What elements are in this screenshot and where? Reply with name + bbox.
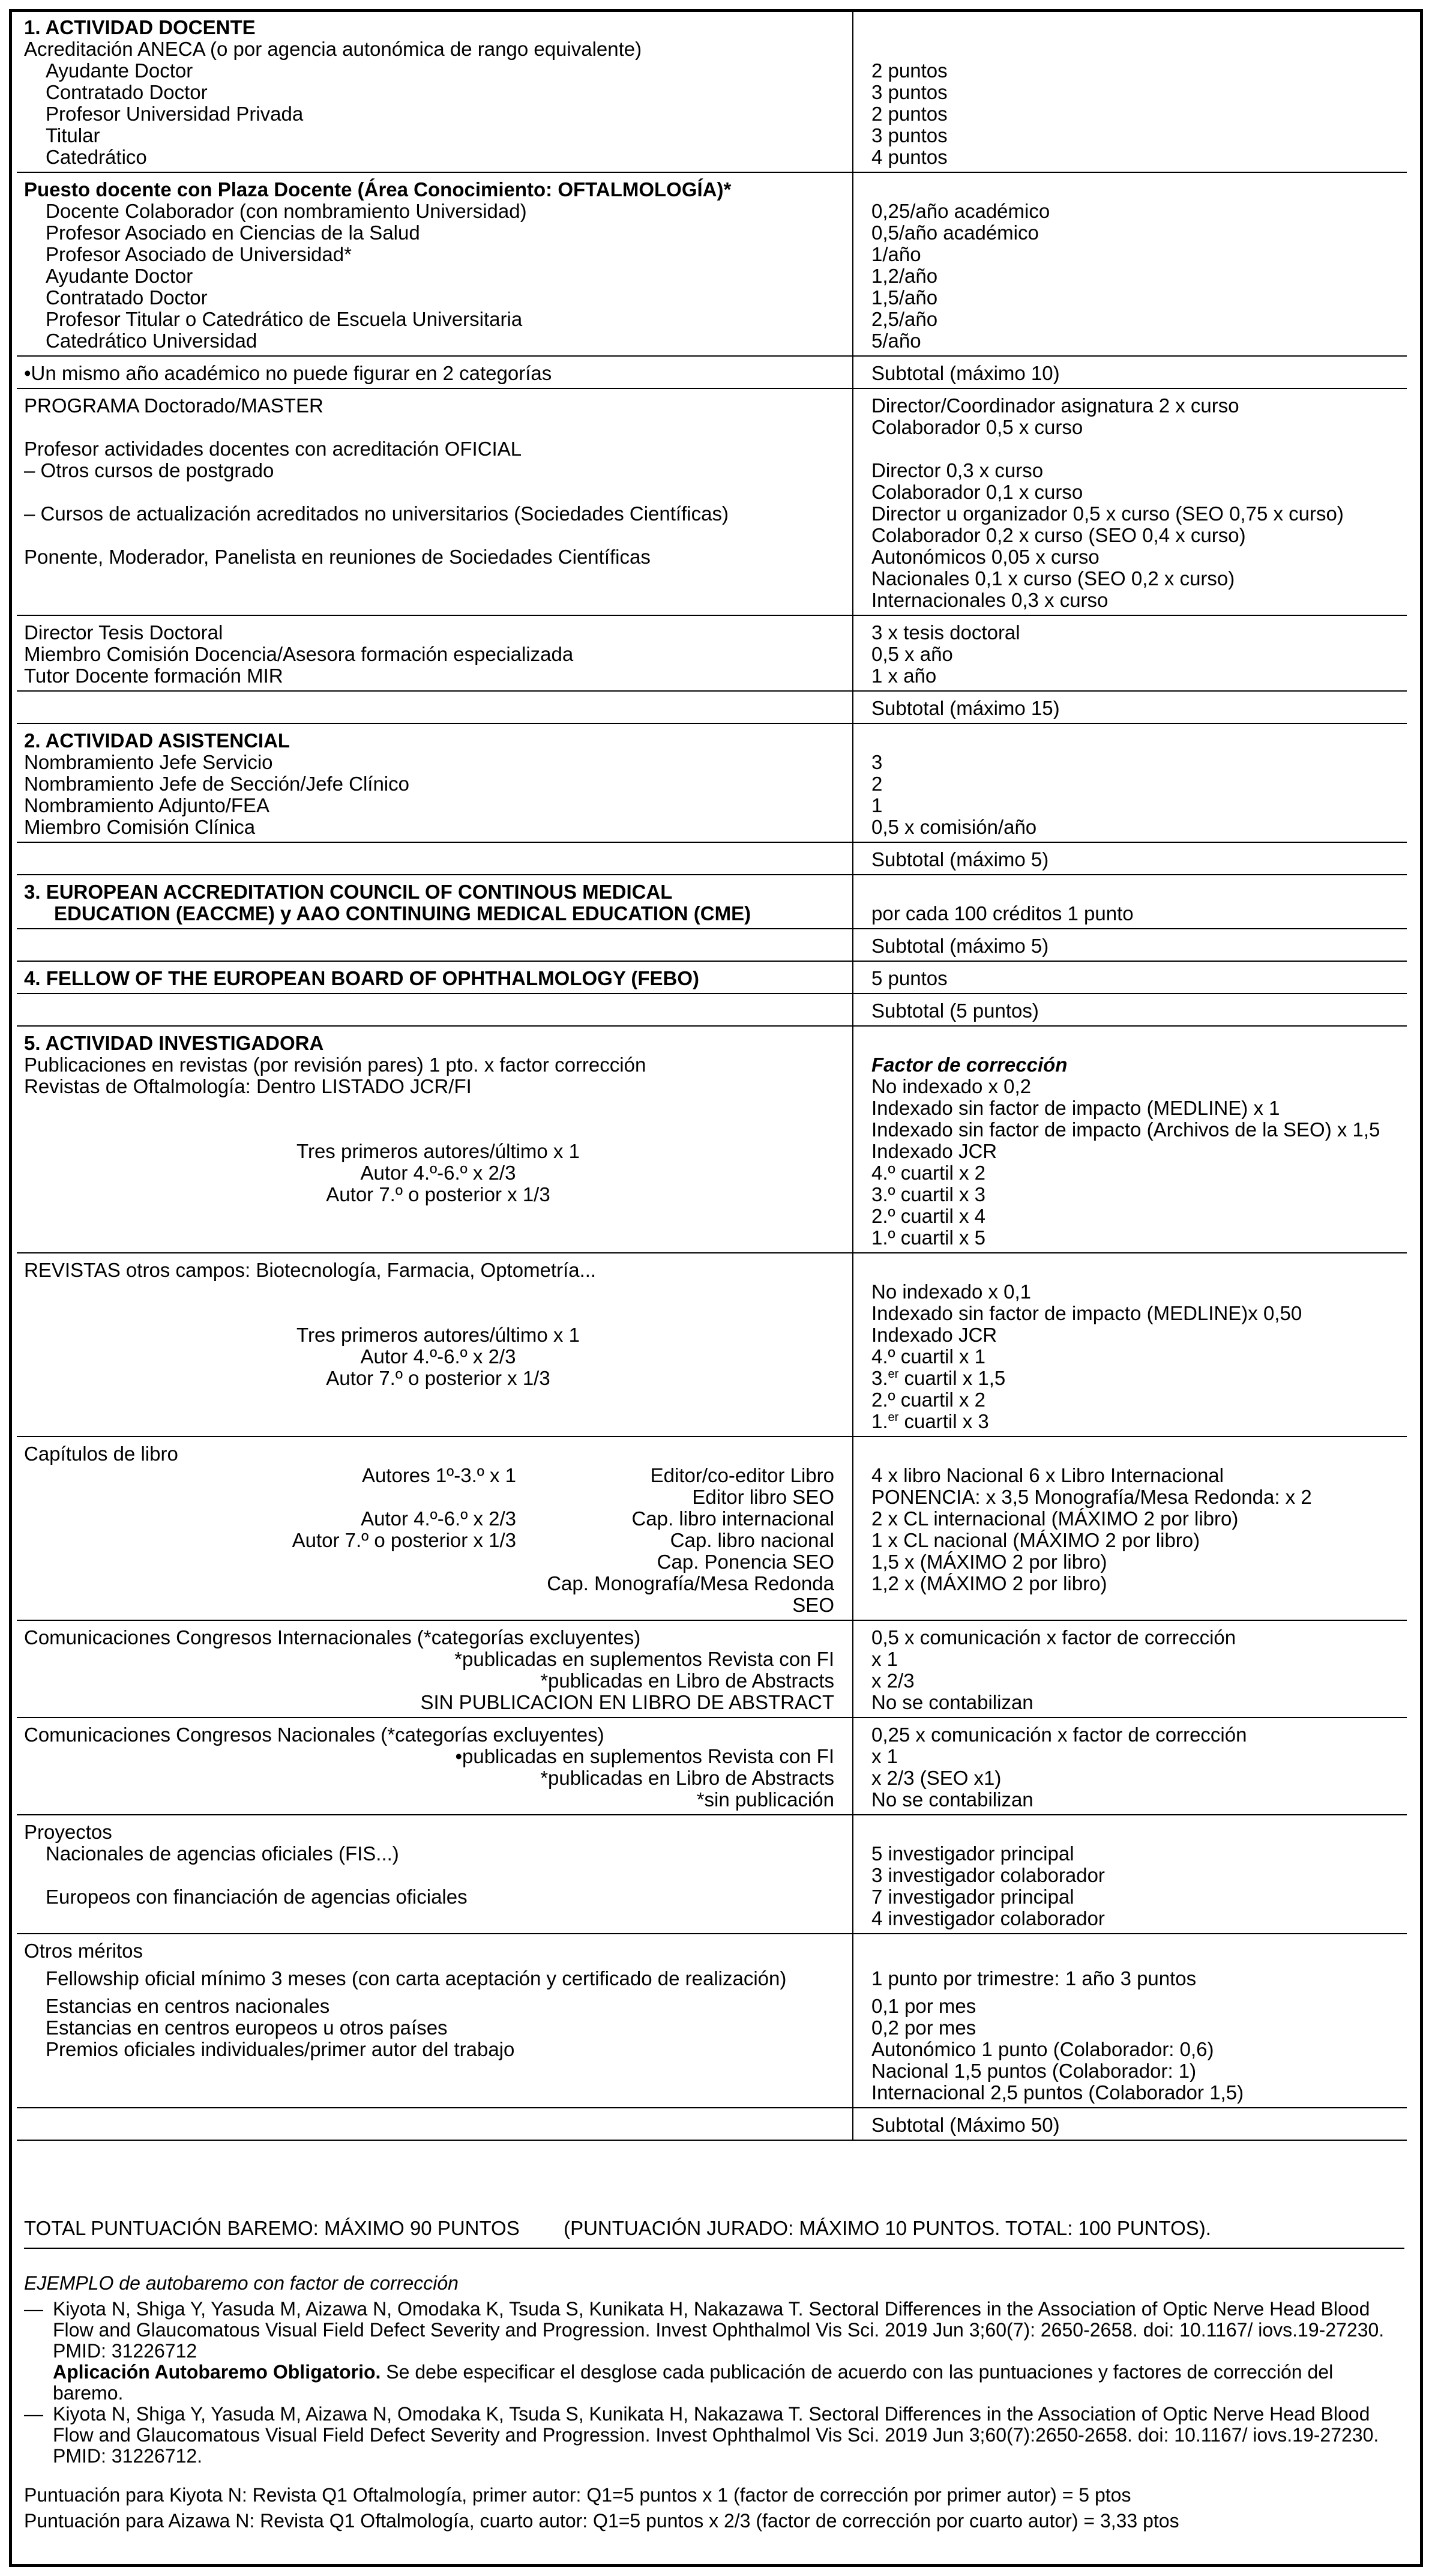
puesto-value: 0,5/año académico [871,222,1039,244]
ordinal: 3. [871,1367,888,1389]
programa-value: Director u organizador 0,5 x curso (SEO 0,75 x curso) [871,502,1344,525]
puesto-item: Catedrático Universidad [46,330,257,352]
section-2-title: 2. ACTIVIDAD ASISTENCIAL [24,729,290,752]
capitulo-author [24,1551,516,1573]
factor-item: 2.º cuartil x 4 [871,1205,985,1227]
factor-item: 4.º cuartil x 2 [871,1162,985,1184]
proyecto-item: Europeos con financiación de agencias oficiales [46,1886,468,1908]
merito-item: Estancias en centros nacionales [46,1995,330,2017]
factor-item: Indexado JCR [871,1140,997,1162]
quartile-text: cuartil x 3 [898,1410,989,1432]
capitulo-row [24,1508,852,1530]
autobaremo-note [24,2362,1404,2404]
capitulo-author: Autor 4.º-6.º x 2/3 [361,1507,516,1530]
merito-value: 0,2 por mes [871,2016,976,2039]
example-label: EJEMPLO de autobaremo con factor de corrección [24,2272,459,2294]
capitulo-row [24,1486,852,1508]
programa-item: Ponente, Moderador, Panelista en reuniones de Sociedades Científicas [24,546,651,568]
row-subtotal-15 [17,691,1407,723]
programa-item [24,417,852,438]
capitulo-type: Editor libro SEO [692,1486,834,1508]
capitulo-author: Autor 7.º o posterior x 1/3 [292,1529,516,1551]
section-1-title: 1. ACTIVIDAD DOCENTE [24,16,256,38]
capitulo-row [24,1573,852,1616]
row-asistencial [17,723,1407,842]
capitulo-value: 1 x CL nacional (MÁXIMO 2 por libro) [871,1529,1200,1551]
puesto-item: Profesor Titular o Catedrático de Escuela Universitaria [46,308,523,330]
subtotal: Subtotal (5 puntos) [871,1000,1039,1022]
capitulo-type: Cap. Monografía/Mesa Redonda SEO [547,1572,834,1616]
row-congresos-nac [17,1718,1407,1815]
subtotal: Subtotal (máximo 10) [871,362,1060,384]
aneca-value: 4 puntos [871,146,948,168]
otros-factor: Indexado sin factor de impacto (MEDLINE)x 0,50 [871,1302,1302,1324]
capitulo-row [24,1465,852,1486]
row-puesto [17,172,1407,356]
capitulo-type: Editor/co-editor Libro [650,1464,834,1486]
factor-item: Indexado sin factor de impacto (MEDLINE) x 1 [871,1097,1280,1119]
asistencial-value: 0,5 x comisión/año [871,816,1037,838]
fellowship-value: 1 punto por trimestre: 1 año 3 puntos [871,1967,1197,1989]
tesis-value: 3 x tesis doctoral [871,621,1020,644]
programa-item [24,481,852,503]
programa-item: Profesor actividades docentes con acreditación OFICIAL [24,438,522,460]
capitulo-row [24,1551,852,1573]
reference-1: — Kiyota N, Shiga Y, Yasuda M, Aizawa N, Omodaka K, Tsuda S, Kunikata H, Nakazawa T. Sectoral Differences in the Association of Optic Nerve Head Blood Flow and Glaucomatous Visual Field Defect Severity and Progression. Invest Ophthalmol Vis Sci. 2019 Jun 3;60(7): 2650-2658. doi: 10.1167/ iovs.19-27230. PMID: 31226712 [24,2299,1404,2362]
row-otros-campos [17,1253,1407,1437]
programa-item [24,590,852,611]
reference-2: — Kiyota N, Shiga Y, Yasuda M, Aizawa N, Omodaka K, Tsuda S, Kunikata H, Nakazawa T. Sectoral Differences in the Association of Optic Nerve Head Blood Flow and Glaucomatous Visual Field Defect Severity and Progression. Invest Ophthalmol Vis Sci. 2019 Jun 3;60(7):2650-2658. doi: 10.1167/ iovs.19-27230. PMID: 31226712. [24,2404,1404,2467]
capitulo-value: PONENCIA: x 3,5 Monografía/Mesa Redonda: x 2 [871,1486,1312,1508]
otros-factor [871,1411,1407,1432]
asistencial-value: 3 [871,751,883,773]
asistencial-item: Miembro Comisión Clínica [24,816,256,838]
autobaremo-rest: Se debe especificar el desglose cada publicación de acuerdo con las puntuaciones y factores de corrección del baremo. [53,2361,1334,2404]
row-subtotal-10 [17,356,1407,388]
programa-item [24,525,852,546]
puesto-item: Profesor Asociado en Ciencias de la Salud [46,222,420,244]
row-congresos-int [17,1620,1407,1718]
asistencial-item: Nombramiento Jefe de Sección/Jefe Clínico [24,773,409,795]
pub-author-factor: Autor 7.º o posterior x 1/3 [326,1183,550,1205]
programa-value: Internacionales 0,3 x curso [871,589,1109,611]
cn-row-value: x 2/3 (SEO x1) [871,1767,1002,1789]
programa-item [24,568,852,590]
capitulo-type: Cap. libro internacional [631,1507,834,1530]
aneca-label: Acreditación ANECA (o por agencia autonómica de rango equivalente) [24,38,642,60]
otros-author-factor: Autor 4.º-6.º x 2/3 [360,1345,516,1368]
row-subtotal-s3 [17,929,1407,961]
score-aizawa: Puntuación para Aizawa N: Revista Q1 Oftalmología, cuarto autor: Q1=5 puntos x 2/3 (factor de corrección por cuarto autor) = 3,33 ptos [24,2510,1179,2532]
subtotal: Subtotal (máximo 5) [871,848,1049,870]
example-section [24,2273,1404,2536]
aneca-item: Profesor Universidad Privada [46,103,304,125]
puesto-item: Ayudante Doctor [46,265,193,287]
puesto-title: Puesto docente con Plaza Docente (Área Conocimiento: OFTALMOLOGÍA)* [24,178,732,201]
puesto-value: 1/año [871,243,921,265]
section-5-title: 5. ACTIVIDAD INVESTIGADORA [24,1032,324,1054]
capitulo-value: 2 x CL internacional (MÁXIMO 2 por libro) [871,1507,1239,1530]
capitulo-value: 1,5 x (MÁXIMO 2 por libro) [871,1551,1107,1573]
otros-factor: 4.º cuartil x 1 [871,1345,985,1368]
ci-value: 0,5 x comunicación x factor de corrección [871,1626,1236,1648]
otros-meritos-title: Otros méritos [24,1940,143,1962]
proyecto-item: Nacionales de agencias oficiales (FIS...) [46,1842,399,1865]
factor-item: 1.º cuartil x 5 [871,1226,985,1249]
aneca-item: Contratado Doctor [46,81,208,103]
row-subtotal-s5 [17,2108,1407,2140]
asistencial-value: 2 [871,773,883,795]
proyecto-value: 3 investigador colaborador [871,1864,1105,1886]
otros-author-factor: Tres primeros autores/último x 1 [296,1324,580,1346]
ci-row-value: x 1 [871,1648,898,1670]
row-eaccme [17,875,1407,929]
otros-factor: Indexado JCR [871,1324,997,1346]
merito-value: Internacional 2,5 puntos (Colaborador 1,5) [871,2081,1244,2104]
cn-row-value: No se contabilizan [871,1788,1033,1811]
pub-author-factor: Autor 4.º-6.º x 2/3 [360,1162,516,1184]
score-kiyota: Puntuación para Kiyota N: Revista Q1 Oftalmología, primer autor: Q1=5 puntos x 1 (factor de corrección por primer autor) = 5 ptos [24,2484,1131,2506]
puesto-value: 0,25/año académico [871,200,1050,222]
capitulo-type: Cap. libro nacional [670,1529,834,1551]
scores [24,2485,1404,2532]
aneca-value: 2 puntos [871,59,948,82]
merito-value: Nacional 1,5 puntos (Colaborador: 1) [871,2060,1197,2082]
proyecto-value: 7 investigador principal [871,1886,1074,1908]
programa-value: Nacionales 0,1 x curso (SEO 0,2 x curso) [871,567,1235,590]
asistencial-item: Nombramiento Adjunto/FEA [24,794,270,816]
row-febo [17,961,1407,994]
capitulo-author [24,1573,516,1616]
capitulo-author: Autores 1º-3.º x 1 [361,1464,516,1486]
fellowship-label: Fellowship oficial mínimo 3 meses (con carta aceptación y certificado de realización) [46,1967,787,1989]
aneca-item: Titular [46,124,100,146]
programa-item: – Otros cursos de postgrado [24,459,274,481]
puesto-value: 1,5/año [871,286,938,309]
merito-item: Estancias en centros europeos u otros países [46,2016,448,2039]
proyecto-value: 4 investigador colaborador [871,1907,1105,1929]
eaccme-value: por cada 100 créditos 1 punto [871,902,1134,925]
cn-row-label: *sin publicación [696,1788,834,1811]
ci-row-label: *publicadas en suplementos Revista con FI [454,1648,834,1670]
programa-value: Director 0,3 x curso [871,459,1044,481]
row-capitulos [17,1437,1407,1620]
pub-author-factor: Tres primeros autores/último x 1 [296,1140,580,1162]
capitulo-value: 4 x libro Nacional 6 x Libro Internacional [871,1464,1224,1486]
cn-row-label: •publicadas en suplementos Revista con FI [455,1745,834,1767]
row-publicaciones [17,1026,1407,1253]
autobaremo-bold: Aplicación Autobaremo Obligatorio. [53,2361,381,2383]
subtotal: Subtotal (máximo 15) [871,697,1060,719]
ordinal-sup: er [888,1411,899,1424]
factor-item: Indexado sin factor de impacto (Archivos de la SEO) x 1,5 [871,1118,1380,1141]
otros-factor: 2.º cuartil x 2 [871,1389,985,1411]
otros-factor [871,1368,1407,1389]
puesto-value: 1,2/año [871,265,938,287]
puesto-value: 5/año [871,330,921,352]
row-tesis [17,615,1407,691]
reference-text: Kiyota N, Shiga Y, Yasuda M, Aizawa N, Omodaka K, Tsuda S, Kunikata H, Nakazawa T. Sectoral Differences in the Association of Optic Nerve Head Blood Flow and Glaucomatous Visual Field Defect Severity and Progression. Invest Ophthalmol Vis Sci. 2019 Jun 3;60(7):2650-2658. doi: 10.1167/ iovs.19-27230. PMID: 31226712. [53,2403,1379,2467]
aneca-value: 3 puntos [871,81,948,103]
quartile-text: cuartil x 1,5 [898,1367,1006,1389]
factor-title: Factor de corrección [871,1054,1068,1076]
merito-value: Autonómico 1 punto (Colaborador: 0,6) [871,2038,1214,2060]
ci-row-label: *publicadas en Libro de Abstracts [540,1670,834,1692]
tesis-value: 0,5 x año [871,643,953,665]
row-aneca [17,11,1407,172]
cn-row-label: *publicadas en Libro de Abstracts [540,1767,834,1789]
otros-author-factor: Autor 7.º o posterior x 1/3 [326,1367,550,1389]
total-line [24,2218,1404,2249]
category-note: •Un mismo año académico no puede figurar en 2 categorías [24,362,552,384]
proyectos-title: Proyectos [24,1821,112,1843]
ci-row-value: No se contabilizan [871,1691,1033,1713]
scoring-table [17,11,1407,2141]
cn-title: Comunicaciones Congresos Nacionales (*categorías excluyentes) [24,1724,604,1746]
row-subtotal-s2 [17,842,1407,875]
pub-text: Revistas de Oftalmología: Dentro LISTADO JCR/FI [24,1075,472,1097]
programa-item: – Cursos de actualización acreditados no universitarios (Sociedades Científicas) [24,502,729,525]
section-4-title: 4. FELLOW OF THE EUROPEAN BOARD OF OPHTHALMOLOGY (FEBO) [24,967,700,989]
row-programa [17,388,1407,615]
pub-text: Publicaciones en revistas (por revisión pares) 1 pto. x factor corrección [24,1054,646,1076]
otros-factor: No indexado x 0,1 [871,1280,1032,1303]
otros-campos-text: REVISTAS otros campos: Biotecnología, Farmacia, Optometría... [24,1259,597,1281]
factor-item: 3.º cuartil x 3 [871,1183,985,1205]
aneca-value: 3 puntos [871,124,948,146]
row-subtotal-s4 [17,994,1407,1026]
merito-value: 0,1 por mes [871,1995,976,2017]
programa-value: Director/Coordinador asignatura 2 x curso [871,394,1239,417]
programa-item: PROGRAMA Doctorado/MASTER [24,394,323,417]
factor-item: No indexado x 0,2 [871,1075,1032,1097]
capitulo-value: 1,2 x (MÁXIMO 2 por libro) [871,1572,1107,1594]
asistencial-item: Nombramiento Jefe Servicio [24,751,273,773]
merito-item: Premios oficiales individuales/primer autor del trabajo [46,2038,515,2060]
puesto-item: Docente Colaborador (con nombramiento Universidad) [46,200,527,222]
programa-value: Colaborador 0,5 x curso [871,416,1083,438]
programa-value: Colaborador 0,1 x curso [871,481,1083,503]
febo-value: 5 puntos [871,967,948,989]
tesis-item: Tutor Docente formación MIR [24,665,283,687]
capitulo-row [24,1530,852,1551]
tesis-item: Miembro Comisión Docencia/Asesora formación especializada [24,643,574,665]
reference-text: Kiyota N, Shiga Y, Yasuda M, Aizawa N, Omodaka K, Tsuda S, Kunikata H, Nakazawa T. Sectoral Differences in the Association of Optic Nerve Head Blood Flow and Glaucomatous Visual Field Defect Severity and Progression. Invest Ophthalmol Vis Sci. 2019 Jun 3;60(7): 2650-2658. doi: 10.1167/ iovs.19-27230. PMID: 31226712 [53,2298,1385,2362]
section-3-title: 3. EUROPEAN ACCREDITATION COUNCIL OF CONTINOUS MEDICAL [24,881,673,903]
subtotal: Subtotal (Máximo 50) [871,2114,1060,2136]
aneca-value: 2 puntos [871,103,948,125]
puesto-item: Contratado Doctor [46,286,208,309]
ci-row-value: x 2/3 [871,1670,915,1692]
section-3-title-cont: EDUCATION (EACCME) y AAO CONTINUING MEDICAL EDUCATION (CME) [54,902,751,925]
asistencial-value: 1 [871,794,883,816]
row-proyectos [17,1815,1407,1934]
capitulo-author [24,1486,516,1508]
capitulo-type: Cap. Ponencia SEO [657,1551,834,1573]
programa-value: Colaborador 0,2 x curso (SEO 0,4 x curso) [871,524,1246,546]
cn-value: 0,25 x comunicación x factor de corrección [871,1724,1247,1746]
total-text: TOTAL PUNTUACIÓN BAREMO: MÁXIMO 90 PUNTOS (PUNTUACIÓN JURADO: MÁXIMO 10 PUNTOS. TOTAL: 100 PUNTOS). [24,2217,1211,2239]
puesto-item: Profesor Asociado de Universidad* [46,243,352,265]
capitulos-title: Capítulos de libro [24,1443,178,1465]
cn-row-value: x 1 [871,1745,898,1767]
ci-row-label: SIN PUBLICACION EN LIBRO DE ABSTRACT [420,1691,834,1713]
tesis-value: 1 x año [871,665,937,687]
tesis-item: Director Tesis Doctoral [24,621,223,644]
ordinal: 1. [871,1410,888,1432]
aneca-item: Ayudante Doctor [46,59,193,82]
ordinal-sup: er [888,1368,899,1381]
ci-title: Comunicaciones Congresos Internacionales (*categorías excluyentes) [24,1626,641,1648]
programa-value: Autonómicos 0,05 x curso [871,546,1100,568]
aneca-item: Catedrático [46,146,147,168]
programa-value [871,438,1407,460]
subtotal: Subtotal (máximo 5) [871,935,1049,957]
row-otros-meritos [17,1934,1407,2108]
proyecto-value: 5 investigador principal [871,1842,1074,1865]
puesto-value: 2,5/año [871,308,938,330]
